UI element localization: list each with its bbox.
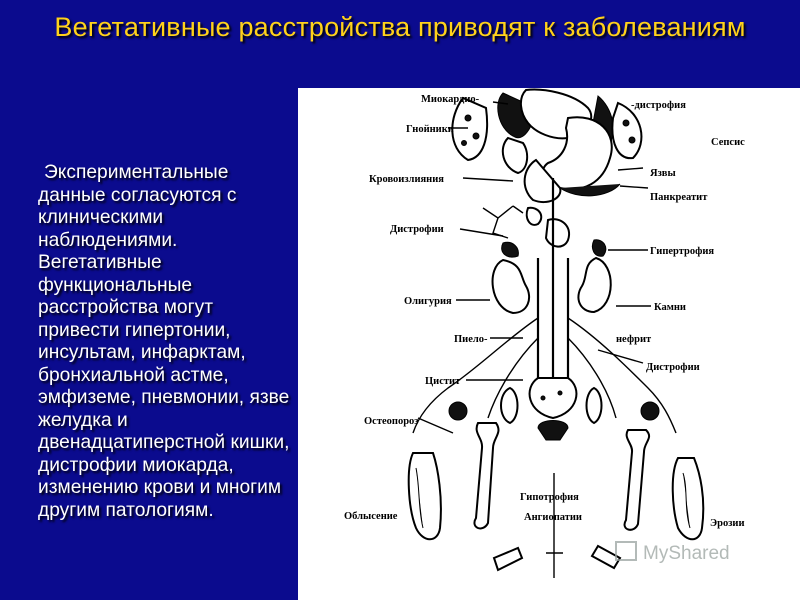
label-distrofii-mid: Дистрофии <box>646 362 700 373</box>
body-paragraph: Экспериментальные данные согласуются с клиническими наблюдениями. Вегетативные функциональные расстройства могут привести гипертонии, инсультам, инфарктам, бронхиальной астме, эмфиземе, пневмонии, язве желудка и двенадцатиперстной кишки, дистрофии миокарда, изменению крови и многим другим патологиям. <box>38 162 290 521</box>
label-gipertrofiya: Гипертрофия <box>650 246 715 257</box>
label-krovoizliyaniya: Кровоизлияния <box>369 174 444 185</box>
lung-right <box>612 103 641 158</box>
label-gnoyniki: Гнойники <box>406 124 454 135</box>
label-oliguriya: Олигурия <box>404 296 452 307</box>
label-gipotrofiya: Гипотрофия <box>520 492 579 503</box>
label-distrofii-top: Дистрофии <box>390 224 444 235</box>
label-distrofiya: -дистрофия <box>631 100 686 111</box>
label-nefrit: нефрит <box>616 334 652 345</box>
bone-left <box>474 423 498 528</box>
label-miokardio: Миокардио- <box>421 94 480 105</box>
intestine-organ <box>527 208 569 247</box>
label-angiopatii: Ангиопатии <box>524 512 582 523</box>
watermark <box>616 542 730 564</box>
slide-title: Вегетативные расстройства приводят к заболеваниям <box>54 12 746 42</box>
kidney-right <box>578 258 610 312</box>
label-erozii: Эрозии <box>710 518 745 529</box>
bone-right <box>625 430 650 530</box>
label-yazvy: Язвы <box>650 168 676 179</box>
label-sepsis: Сепсис <box>711 137 745 148</box>
foot-left <box>409 453 441 539</box>
lung-left <box>452 98 487 160</box>
kidney-left <box>493 260 530 313</box>
anatomy-figure <box>298 88 800 600</box>
watermark-text: MyShared <box>643 543 730 564</box>
anatomy-illustration <box>298 88 800 600</box>
label-osteoporoz: Остеопороз <box>364 416 419 427</box>
label-pankreatit: Панкреатит <box>650 192 708 203</box>
foot-right <box>673 458 704 539</box>
label-tsistit: Цистит <box>425 376 461 387</box>
label-kamni: Камни <box>654 302 686 313</box>
label-oblysenie: Облысение <box>344 511 398 522</box>
bladder-organ <box>530 378 577 418</box>
label-pielo: Пиело- <box>454 334 488 345</box>
body-text <box>38 162 290 522</box>
